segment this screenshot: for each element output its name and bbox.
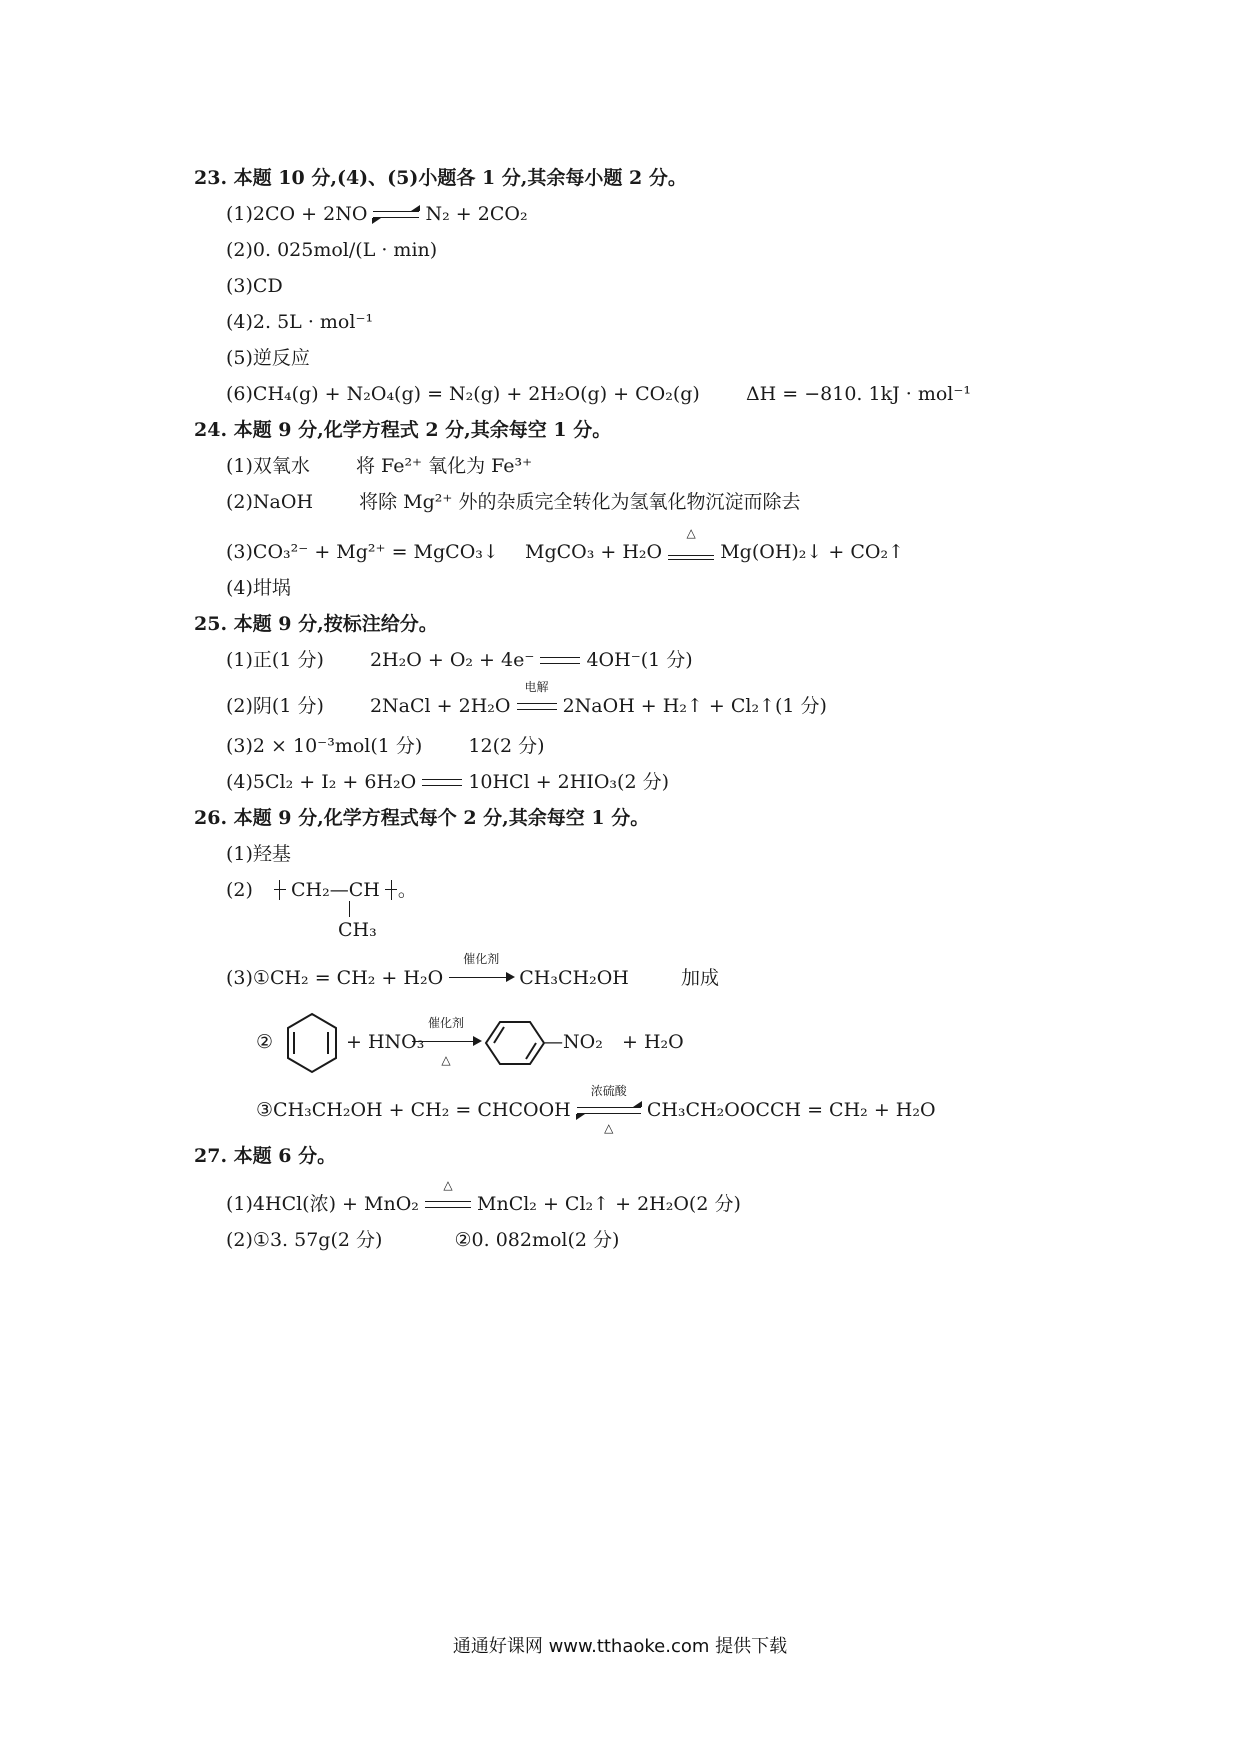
q27-a1-right: MnCl₂ + Cl₂↑ + 2H₂O(2 分) xyxy=(477,1193,741,1215)
q27-title: 27. 本题 6 分。 xyxy=(194,1145,337,1167)
q25-a3-left: (3)2 × 10⁻³mol(1 分) xyxy=(226,735,423,757)
q25-a4-left: (4)5Cl₂ + I₂ + 6H₂O xyxy=(226,771,417,793)
sulfuric-acid-condition: 浓硫酸 xyxy=(590,1084,627,1098)
q25-a1-eq-left: 2H₂O + O₂ + 4e⁻ xyxy=(369,649,535,671)
q26-a2-methyl: CH₃ xyxy=(338,919,377,941)
q23-title: 23. 本题 10 分,(4)、(5)小题各 1 分,其余每小题 2 分。 xyxy=(194,167,687,189)
q26-a3-3-left: ③CH₃CH₂OH + CH₂ = CHCOOH xyxy=(256,1099,571,1121)
q26-a3-2-water: + H₂O xyxy=(622,1031,684,1053)
polymer-repeat-unit: CH₂—CH xyxy=(291,879,380,901)
q27-a2-right: ②0. 082mol(2 分) xyxy=(454,1229,620,1251)
q26-a3-1-left: (3)①CH₂ = CH₂ + H₂O xyxy=(226,967,444,989)
q26-answer-1: (1)羟基 xyxy=(226,843,291,865)
heat-condition: △ xyxy=(686,526,696,540)
q25-answer-2 xyxy=(226,680,827,718)
heat-arrow xyxy=(668,526,714,564)
q24-answer-4: (4)坩埚 xyxy=(226,577,291,599)
catalyst-heat-arrow xyxy=(412,1016,480,1067)
q25-a4-right: 10HCl + 2HIO₃(2 分) xyxy=(468,771,669,793)
q26-a3-1-type: 加成 xyxy=(680,967,719,989)
q26-a2-end: 。 xyxy=(397,879,417,901)
q27-answer-2 xyxy=(226,1228,619,1252)
q26-a3-2-hno3: + HNO₃ xyxy=(346,1031,425,1053)
q25-answer-3 xyxy=(226,734,545,758)
q25-answer-1 xyxy=(226,648,693,672)
q23-answer-2: (2)0. 025mol/(L · min) xyxy=(226,239,438,261)
q25-answer-4 xyxy=(226,770,669,794)
q26-a3-3-right: CH₃CH₂OOCCH = CH₂ + H₂O xyxy=(646,1099,936,1121)
q26-a3-2-product: —NO₂ xyxy=(544,1031,603,1053)
q23-answer-4: (4)2. 5L · mol⁻¹ xyxy=(226,311,374,333)
heat-condition: △ xyxy=(604,1121,614,1135)
electrolysis-arrow xyxy=(517,680,557,718)
q24-answer-1 xyxy=(226,454,532,478)
q26-a3-2-number: ② xyxy=(256,1031,274,1053)
q24-answer-2 xyxy=(226,490,800,514)
q23-answer-3: (3)CD xyxy=(226,275,283,297)
q23-answer-5: (5)逆反应 xyxy=(226,347,310,369)
equals-arrow xyxy=(540,648,580,672)
q25-a2-eq-right: 2NaOH + H₂↑ + Cl₂↑(1 分) xyxy=(562,695,827,717)
q27-answer-1 xyxy=(226,1178,741,1216)
reversible-arrow-icon xyxy=(373,202,419,226)
q24-a1-left: (1)双氧水 xyxy=(226,455,310,477)
heat-bottom: △ xyxy=(441,1053,451,1067)
q24-a3-reaction xyxy=(525,526,904,564)
q23-a6-enthalpy: ΔH = −810. 1kJ · mol⁻¹ xyxy=(745,383,972,405)
q25-a1-left: (1)正(1 分) xyxy=(226,649,324,671)
q26-title: 26. 本题 9 分,化学方程式每个 2 分,其余每空 1 分。 xyxy=(194,807,650,829)
heat-condition: △ xyxy=(443,1178,453,1192)
q26-answer-3-3 xyxy=(256,1084,936,1135)
q24-a2-right: 将除 Mg²⁺ 外的杂质完全转化为氢氧化物沉淀而除去 xyxy=(359,491,801,513)
q25-title: 25. 本题 9 分,按标注给分。 xyxy=(194,613,438,635)
methyl-bond xyxy=(349,901,350,917)
q23-answer-6 xyxy=(226,382,971,406)
q23-a1-right: N₂ + 2CO₂ xyxy=(425,203,528,225)
equals-arrow xyxy=(422,770,462,794)
heat-equals-arrow xyxy=(425,1178,471,1216)
q24-answer-3: (3)CO₃²⁻ + Mg²⁺ = MgCO₃↓ xyxy=(226,541,499,563)
q27-a2-left: (2)①3. 57g(2 分) xyxy=(226,1229,383,1251)
q24-title: 24. 本题 9 分,化学方程式 2 分,其余每空 1 分。 xyxy=(194,419,612,441)
q23-answer-1 xyxy=(226,202,528,226)
electrolysis-condition: 电解 xyxy=(524,680,549,694)
q26-a2-label: (2) xyxy=(226,879,253,901)
q24-a3-reactants: MgCO₃ + H₂O xyxy=(525,541,663,563)
catalyst-condition: 催化剂 xyxy=(463,952,500,966)
q26-answer-3-1 xyxy=(226,952,719,990)
q26-a3-1-right: CH₃CH₂OH xyxy=(519,967,629,989)
catalyst-arrow xyxy=(449,952,513,990)
q25-a1-eq-right: 4OH⁻(1 分) xyxy=(586,649,693,671)
q23-a6-equation: (6)CH₄(g) + N₂O₄(g) = N₂(g) + 2H₂O(g) + CO₂(g) xyxy=(226,383,700,405)
q24-a1-right: 将 Fe²⁺ 氧化为 Fe³⁺ xyxy=(356,455,533,477)
q25-a2-left: (2)阴(1 分) xyxy=(226,695,324,717)
benzene-ring-icon xyxy=(284,1012,340,1074)
q23-a1-left: (1)2CO + 2NO xyxy=(226,203,368,225)
q24-a2-left: (2)NaOH xyxy=(226,491,314,513)
polymer-bracket xyxy=(279,878,392,902)
catalyst-top: 催化剂 xyxy=(427,1016,464,1030)
q25-a3-right: 12(2 分) xyxy=(468,735,545,757)
footer-source: 通通好课网 www.tthaoke.com 提供下载 xyxy=(452,1636,788,1657)
q26-answer-2 xyxy=(226,878,417,902)
q25-a2-eq-left: 2NaCl + 2H₂O xyxy=(369,695,511,717)
sulfuric-acid-reversible-arrow xyxy=(577,1084,641,1135)
q27-a1-left: (1)4HCl(浓) + MnO₂ xyxy=(226,1193,419,1215)
q24-a3-products: Mg(OH)₂↓ + CO₂↑ xyxy=(720,541,904,563)
